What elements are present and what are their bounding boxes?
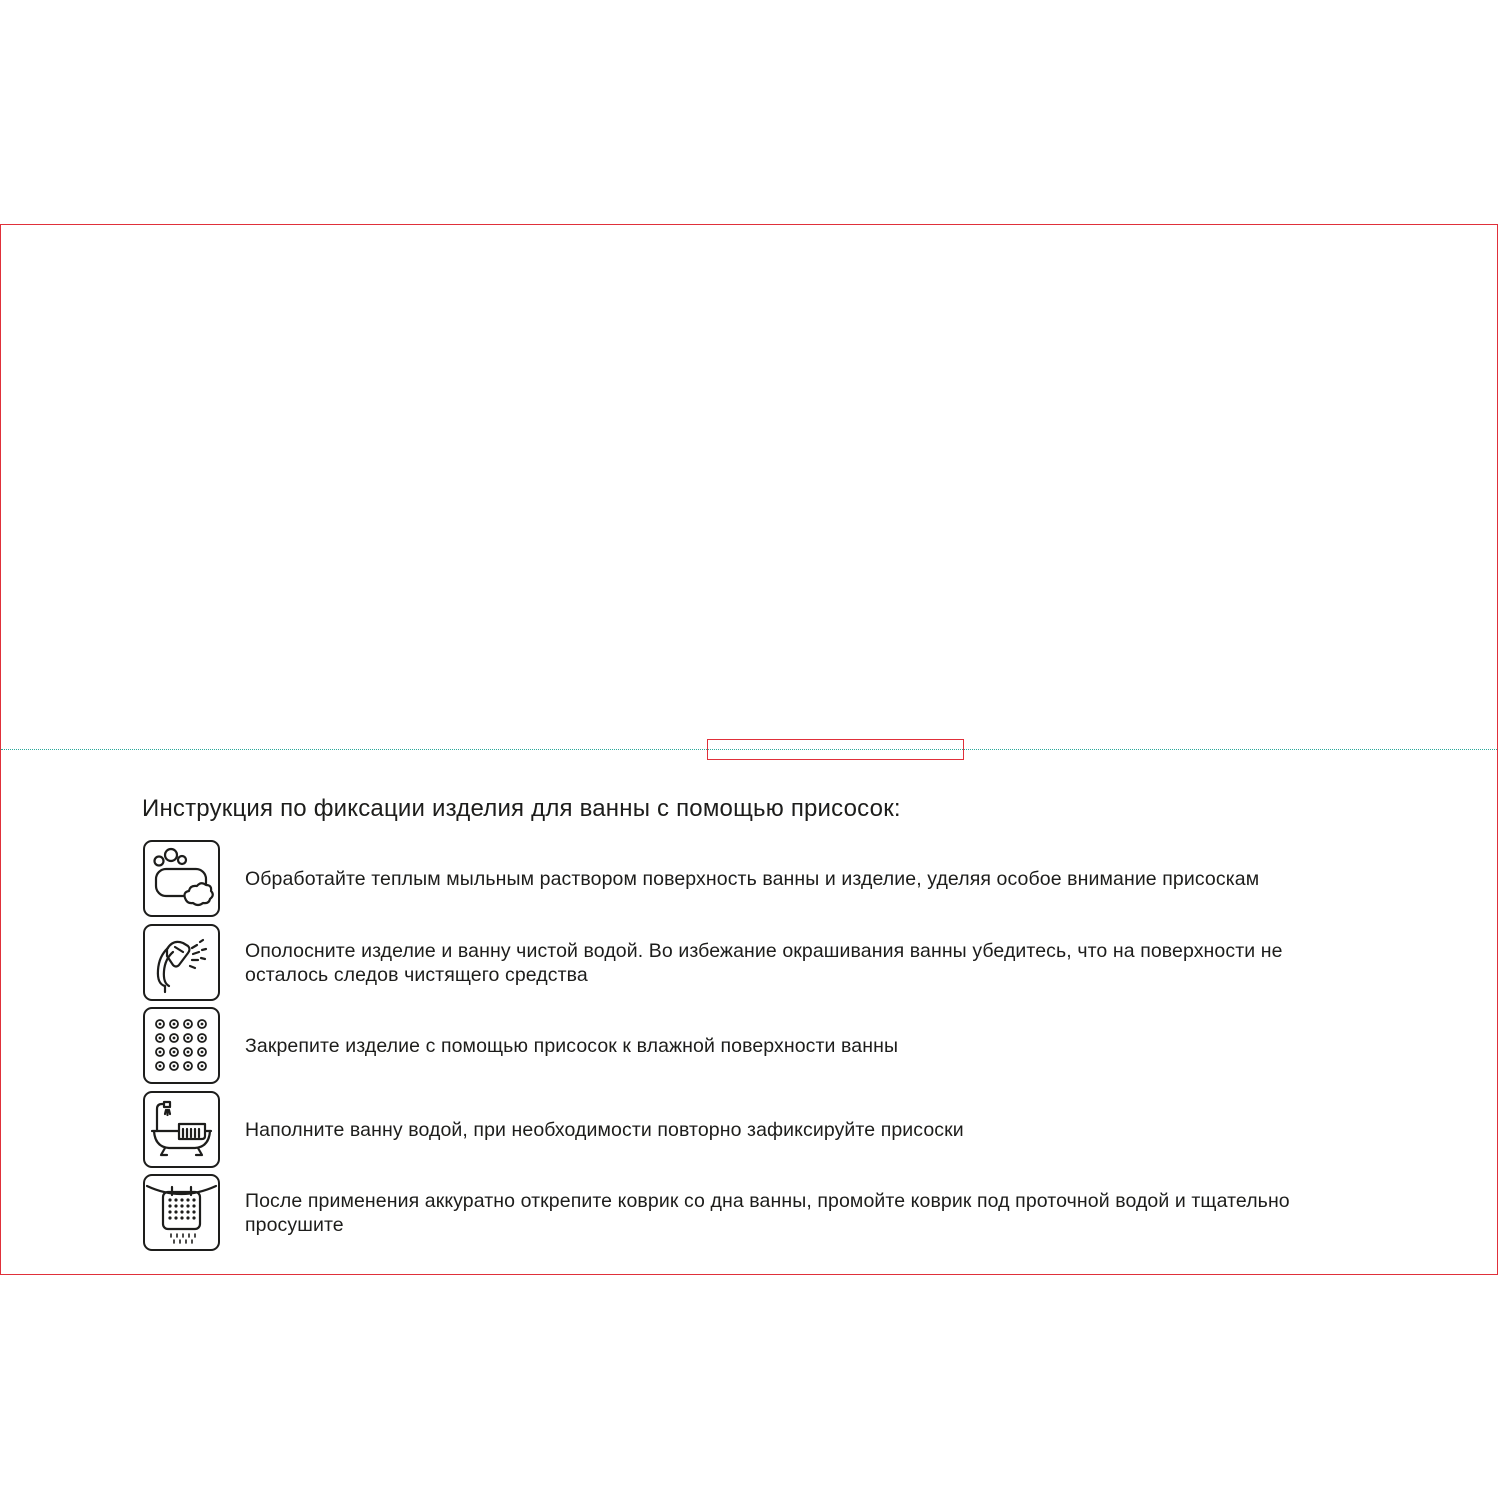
step-text: Ополосните изделие и ванну чистой водой. Во избежание окрашивания ванны убедитесь, что на поверхности не осталось следов чистящего средства (245, 939, 1283, 986)
shower-head-icon (143, 924, 220, 1001)
hanging-mat-icon (143, 1174, 220, 1251)
print-trim-border (0, 224, 1498, 1275)
bathtub-icon (143, 1091, 220, 1168)
soap-icon (143, 840, 220, 917)
suction-cups-icon (143, 1007, 220, 1084)
step-text: После применения аккуратно открепите коврик со дна ванны, промойте коврик под проточной водой и тщательно просушите (245, 1189, 1290, 1236)
hang-tab-slot (707, 739, 964, 760)
instruction-step-4 (143, 1091, 1403, 1168)
instruction-title: Инструкция по фиксации изделия для ванны с помощью присосок: (142, 795, 901, 822)
instruction-step-3 (143, 1007, 1403, 1084)
instruction-step-2 (143, 924, 1403, 1001)
instruction-step-5 (143, 1174, 1403, 1251)
step-text: Обработайте теплым мыльным раствором поверхность ванны и изделие, уделяя особое внимание присоскам (245, 867, 1260, 890)
step-text: Закрепите изделие с помощью присосок к влажной поверхности ванны (245, 1034, 899, 1057)
step-text: Наполните ванну водой, при необходимости повторно зафиксируйте присоски (245, 1118, 964, 1141)
instruction-step-1 (143, 840, 1403, 917)
